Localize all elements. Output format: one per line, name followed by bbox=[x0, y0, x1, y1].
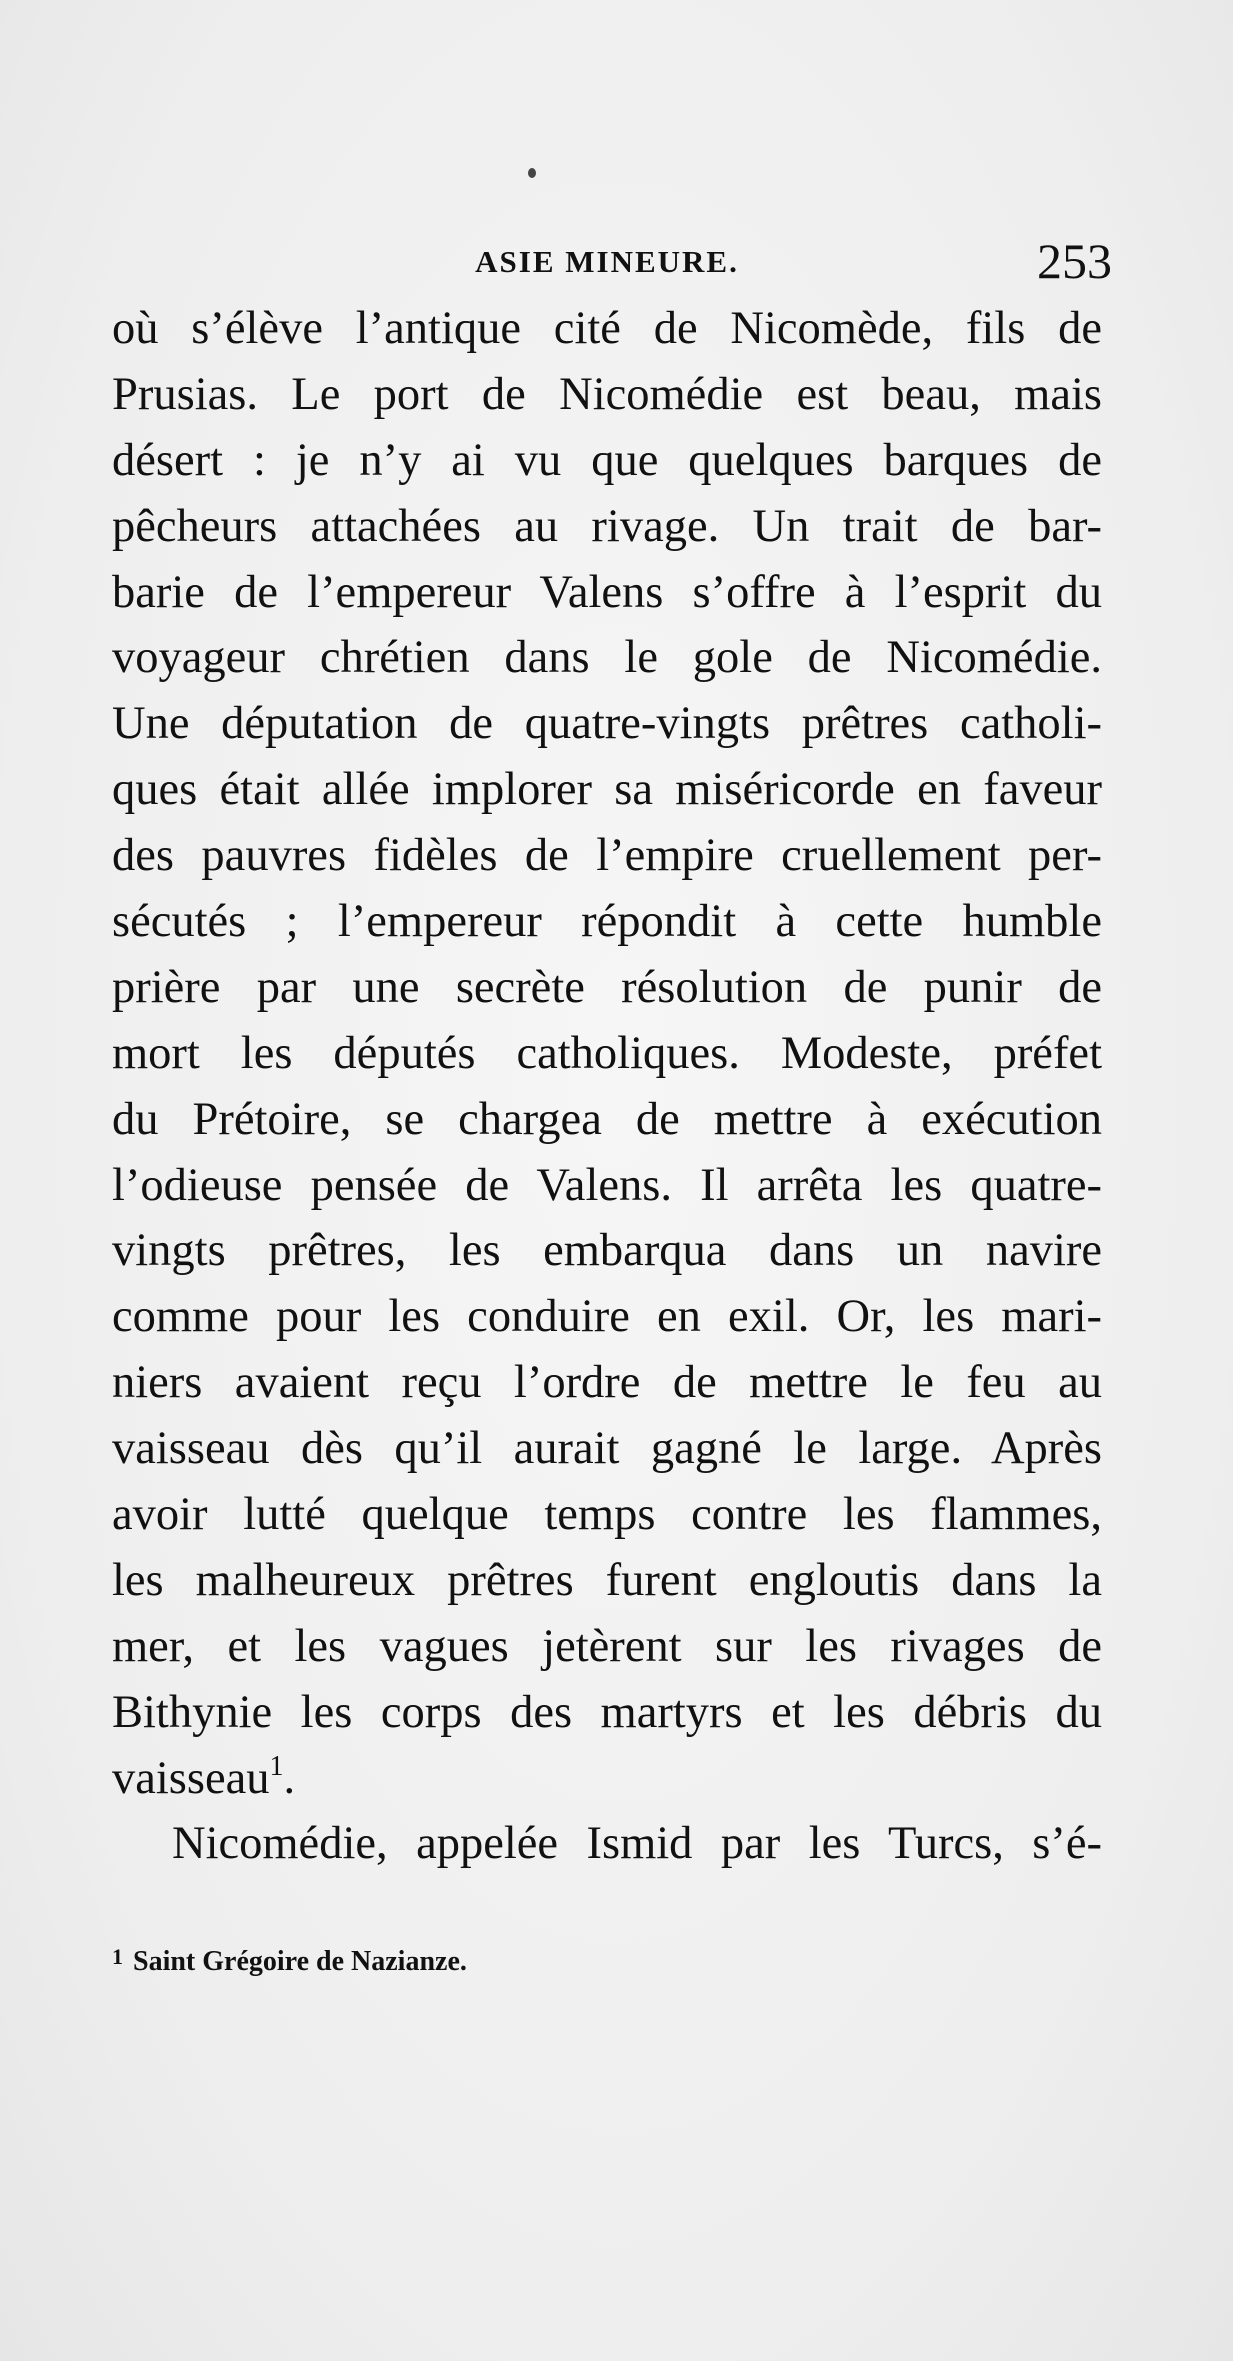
last-line-word: vaisseau bbox=[112, 1752, 270, 1804]
text-line: mort les députés catholiques. Modeste, préfet bbox=[112, 1027, 1102, 1079]
text-line: ques était allée implorer sa miséricorde en faveur bbox=[112, 764, 1102, 816]
text-line: niers avaient reçu l’ordre de mettre le feu au bbox=[112, 1357, 1102, 1409]
last-line-end: . bbox=[283, 1752, 296, 1804]
text-line: Bithynie les corps des martyrs et les débris du bbox=[112, 1686, 1102, 1738]
text-line: Une députation de quatre-vingts prêtres catholi- bbox=[112, 698, 1102, 750]
text-line: pêcheurs attachées au rivage. Un trait de bar- bbox=[112, 500, 1102, 552]
text-line: prière par une secrète résolution de punir de bbox=[112, 961, 1102, 1013]
footnote-text: Saint Grégoire de Nazianze. bbox=[133, 1946, 467, 1977]
text-line: où s’élève l’antique cité de Nicomède, fils de bbox=[112, 303, 1102, 354]
text-line: Prusias. Le port de Nicomédie est beau, mais bbox=[112, 368, 1102, 420]
text-line: l’odieuse pensée de Valens. Il arrêta les quatre- bbox=[112, 1159, 1102, 1211]
text-line: les malheureux prêtres furent engloutis dans la bbox=[112, 1554, 1102, 1606]
text-line: comme pour les conduire en exil. Or, les mari- bbox=[112, 1291, 1102, 1343]
text-line: désert : je n’y ai vu que quelques barques de bbox=[112, 434, 1102, 486]
text-line-last bbox=[112, 1746, 1102, 1812]
body-text bbox=[112, 296, 1102, 1877]
text-line: sécutés ; l’empereur répondit à cette humble bbox=[112, 896, 1102, 948]
paragraph-line: Nicomédie, appelée Ismid par les Turcs, s’é- bbox=[172, 1818, 1102, 1870]
text-line: des pauvres fidèles de l’empire cruellement per- bbox=[112, 830, 1102, 882]
footnote-marker: 1 bbox=[112, 1944, 123, 1969]
text-line: vingts prêtres, les embarqua dans un navire bbox=[112, 1225, 1102, 1277]
text-line: mer, et les vagues jetèrent sur les rivages de bbox=[112, 1620, 1102, 1672]
page-number: 253 bbox=[1037, 233, 1112, 289]
running-title: ASIE MINEURE. bbox=[475, 244, 739, 279]
text-line: voyageur chrétien dans le gole de Nicomédie. bbox=[112, 632, 1102, 684]
text-line: vaisseau dès qu’il aurait gagné le large. Après bbox=[112, 1423, 1102, 1475]
text-line: avoir lutté quelque temps contre les flammes, bbox=[112, 1489, 1102, 1541]
text-line: du Prétoire, se chargea de mettre à exécution bbox=[112, 1093, 1102, 1145]
ink-speck bbox=[528, 168, 536, 178]
footnote-reference[interactable]: 1 bbox=[269, 1750, 284, 1782]
running-head bbox=[112, 232, 1112, 292]
text-line: barie de l’empereur Valens s’offre à l’esprit du bbox=[112, 566, 1102, 618]
footnote bbox=[112, 1944, 1102, 1978]
